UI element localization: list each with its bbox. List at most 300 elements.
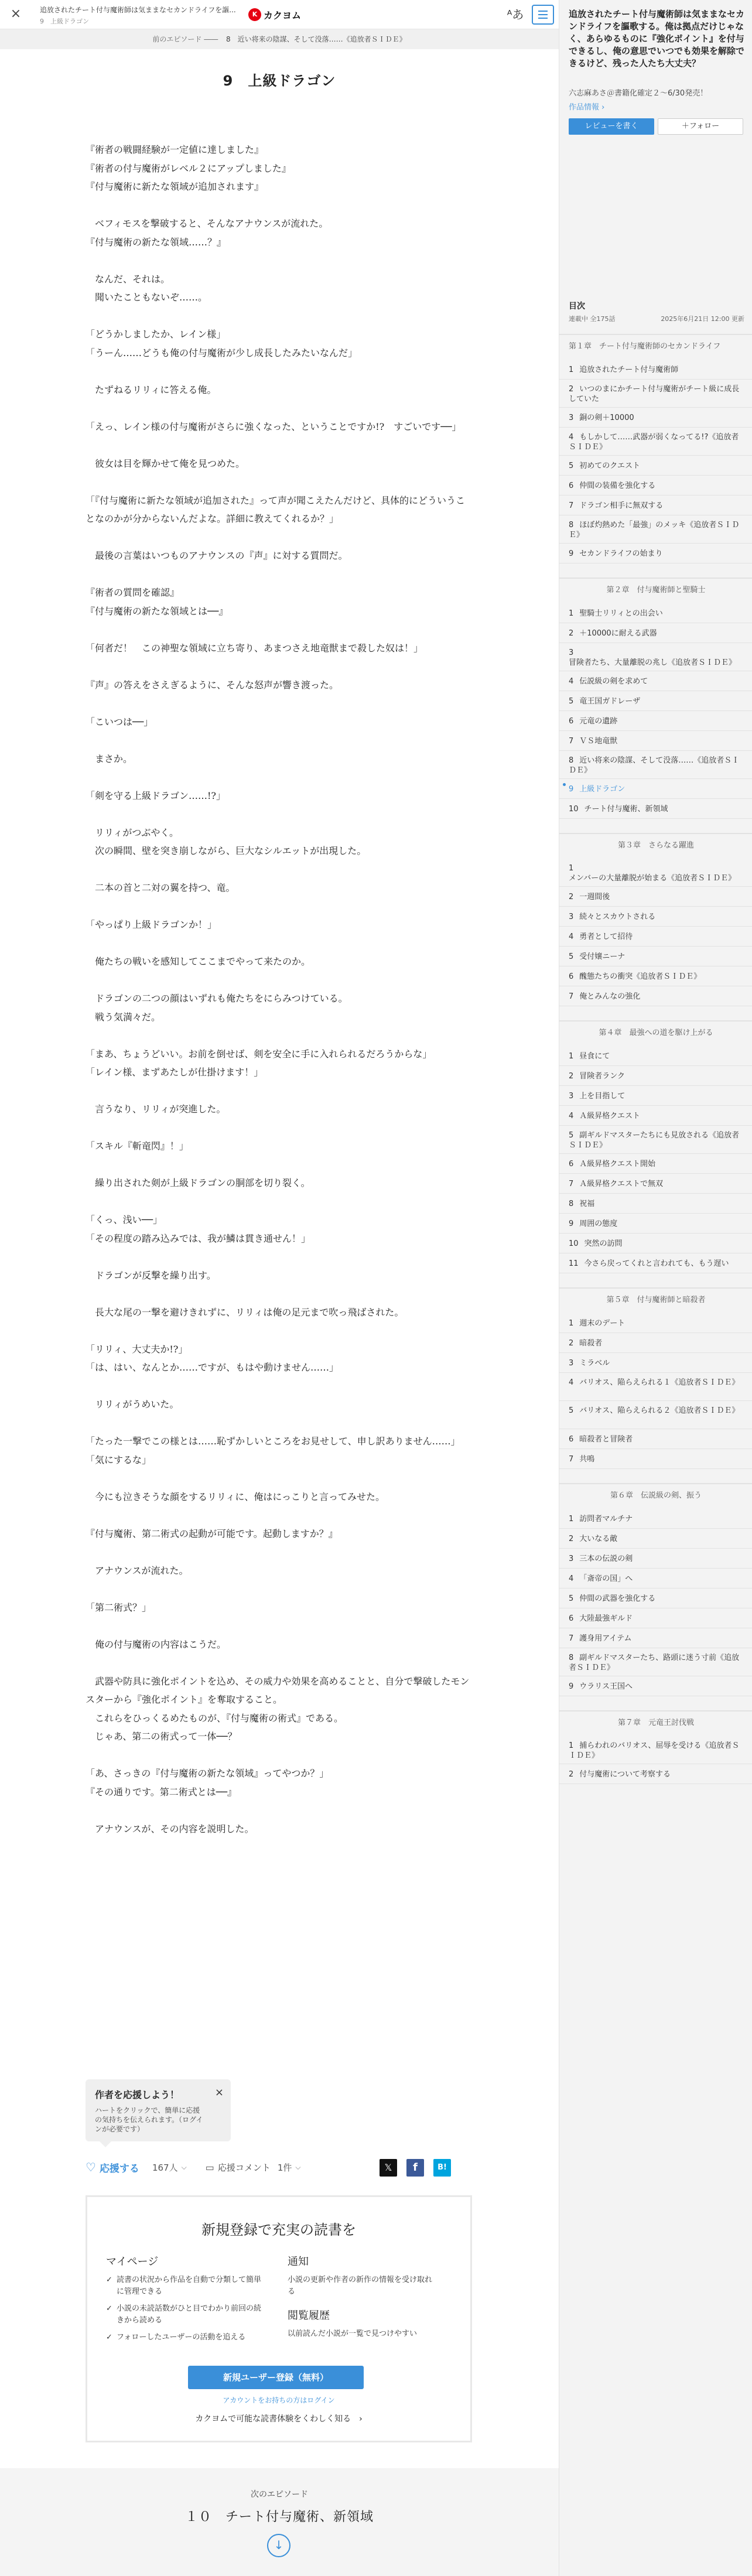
toc-episode-title: 勇者として招待 — [579, 932, 633, 941]
toc-episode-title: Ａ級昇格クエスト — [579, 1112, 641, 1120]
body-paragraph: これらをひっくるめたものが、『付与魔術の術式』である。 — [86, 1712, 344, 1724]
toc-episode-number: 3 — [569, 1359, 574, 1368]
toc-episode-item[interactable] — [559, 1066, 752, 1086]
toc-episode-number: 10 — [569, 1239, 579, 1248]
toc-episode-title: ＶＳ地竜獣 — [579, 737, 618, 746]
sidebar-author[interactable]: 六志麻あさ＠書籍化確定２〜6/30発売！ — [569, 89, 708, 98]
toc-episode-number: 4 — [569, 677, 574, 686]
toc-episode-number: 2 — [569, 1072, 574, 1081]
toc-episode-title: 共鳴 — [579, 1455, 595, 1464]
toc-episode-number: 9 — [569, 549, 574, 558]
toc-episode-title: 仲間の武器を強化する — [579, 1594, 656, 1603]
mypage-title: マイページ — [106, 2256, 159, 2268]
body-paragraph — [86, 1193, 472, 1211]
body-paragraph: 『術者の付与魔術がレベル２にアップしました』 — [86, 162, 291, 174]
body-paragraph: 「スキル『斬竜閃』！」 — [86, 1140, 189, 1152]
body-paragraph: 戦う気満々だ。 — [86, 1011, 161, 1023]
body-paragraph: 武器や防具に強化ポイントを込め、その威力や効果を高めることと、自分で撃破したモンスターから『強化ポイント』を奪取すること。 — [86, 1675, 470, 1705]
body-paragraph: 『付与魔術、第二術式の起動が可能です。起動しますか？』 — [86, 1528, 338, 1539]
mypage-feature: ✓ 読書の状況から作品を自動で分類して簡単に管理できる — [106, 2274, 264, 2298]
header-episode-title: 9 上級ドラゴン — [40, 18, 89, 25]
top-header — [0, 0, 559, 29]
toc-episode-number: 4 — [569, 932, 574, 941]
body-paragraph: 「えっ、レイン様の付与魔術がさらに強くなった、ということですか!? すごいです──」 — [86, 421, 462, 432]
body-paragraph: 「こいつは──」 — [86, 716, 153, 727]
write-review-button[interactable]: レビューを書く — [569, 118, 654, 135]
toc-meta — [569, 314, 744, 323]
body-paragraph — [86, 805, 472, 824]
toc-episode-item[interactable] — [559, 907, 752, 927]
body-paragraph: 「たった一撃でこの様とは……恥ずかしいところをお見せして、申し訳ありません……」 — [86, 1436, 460, 1447]
body-paragraph: 「レイン様、まずあたしが仕掛けます！」 — [86, 1067, 264, 1078]
toc-episode-number: 4 — [569, 1574, 574, 1583]
toc-episode-item[interactable] — [559, 1086, 752, 1106]
body-paragraph: 「『付与魔術に新たな領域が追加された』って声が聞こえたんだけど、具体的にどういうことなのかが分からないんだよな。詳細に教えてくれるか？」 — [86, 494, 466, 524]
body-paragraph: 『その通りです。第二術式とは──』 — [86, 1786, 237, 1798]
body-paragraph: リリィがうめいた。 — [86, 1399, 179, 1410]
toc-episode-number: 2 — [569, 893, 574, 901]
notify-title: 通知 — [288, 2256, 309, 2268]
body-paragraph: 『術者の戦闘経験が一定値に達しました』 — [86, 144, 264, 155]
toc-chapter-heading[interactable]: 第４章 最強への道を駆け上がる — [559, 1020, 752, 1046]
toc-episode-title: 冒険者たち、大量離脱の兆し《追放者ＳＩＤＥ》 — [569, 658, 737, 667]
x-share-icon[interactable]: 𝕏 — [380, 2159, 397, 2177]
toc-episode-item[interactable] — [559, 731, 752, 751]
episode-nav-bar — [0, 29, 559, 49]
toc-status: 連載中 全175話 — [569, 315, 616, 323]
toc-episode-item[interactable] — [559, 711, 752, 731]
toc-episode-number: 3 — [569, 648, 574, 657]
body-paragraph — [86, 1119, 472, 1137]
logo-text: カクヨム — [264, 9, 302, 21]
support-button[interactable]: 応援する — [99, 2162, 139, 2175]
facebook-share-icon[interactable]: f — [406, 2159, 424, 2177]
toc-episode-item[interactable] — [559, 1588, 752, 1608]
toc-episode-number: 1 — [569, 1052, 574, 1061]
toc-episode-item[interactable] — [559, 1676, 752, 1696]
toc-episode-title: セカンドライフの始まり — [579, 549, 663, 558]
toc-episode-title: Ａ級昇格クエスト開始 — [579, 1160, 656, 1169]
toc-sidebar — [559, 0, 752, 2576]
login-link[interactable]: アカウントをお持ちの方はログイン — [223, 2396, 335, 2404]
toc-episode-item[interactable] — [559, 1194, 752, 1214]
toc-episode-item[interactable] — [559, 1106, 752, 1126]
toc-episode-number: 1 — [569, 365, 574, 374]
body-paragraph: 『付与魔術の新たな領域……？』 — [86, 236, 227, 248]
mypage-column — [106, 2253, 264, 2349]
body-paragraph — [86, 196, 472, 215]
body-paragraph: なんだ、それは。 — [86, 273, 170, 285]
body-paragraph — [86, 565, 472, 584]
toc-episode-number: 2 — [569, 1339, 574, 1348]
toc-episode-item[interactable] — [559, 360, 752, 380]
support-row — [86, 2155, 472, 2179]
toc-episode-title: いつのまにかチート付与魔術がチート級に成長していた — [569, 385, 740, 404]
body-paragraph: まさか。 — [86, 753, 133, 764]
toc-episode-number: 6 — [569, 481, 574, 490]
toc-episode-title: 暗殺者 — [579, 1339, 603, 1348]
toc-episode-title: バリオス、陥らえられる１《追放者ＳＩＤＥ》 — [579, 1378, 740, 1387]
toc-episode-number: 7 — [569, 992, 574, 1001]
toc-episode-title: メンバーの大量離脱が始まる《追放者ＳＩＤＥ》 — [569, 874, 736, 883]
toc-episode-title: 続々とスカウトされる — [579, 913, 656, 921]
toc-menu-icon[interactable] — [532, 5, 554, 25]
toc-episode-number: 6 — [569, 717, 574, 726]
toc-chapter-heading[interactable]: 第７章 元竜王討伐戦 — [559, 1710, 752, 1736]
body-paragraph — [86, 1617, 472, 1635]
sidebar-work-title[interactable]: 追放されたチート付与魔術師は気ままなセカンドライフを謳歌する。俺は拠点だけじゃなく、あらゆるものに『強化ポイント』を付与できるし、俺の意思でいつでも効果を解除できるけど、残った人たち大丈夫？ — [569, 9, 745, 69]
toc-episode-number: 6 — [569, 972, 574, 981]
toc-episode-item[interactable] — [559, 966, 752, 986]
body-paragraph: ドラゴンの二つの顔はいずれも俺たちをにらみつけている。 — [86, 993, 348, 1004]
toc-episode-title: もしかして……武器が弱くなってる!?《追放者ＳＩＤＥ》 — [569, 433, 739, 452]
toc-episode-number: 7 — [569, 1455, 574, 1464]
kakuyomu-logo[interactable] — [248, 7, 301, 22]
body-paragraph: 「あ、さっきの『付与魔術の新たな領域』ってやつか？」 — [86, 1768, 329, 1779]
body-paragraph: ベフィモスを撃破すると、そんなアナウンスが流れた。 — [86, 218, 329, 229]
toc-episode-number: 9 — [569, 785, 574, 794]
toc-episode-number: 2 — [569, 385, 574, 394]
next-episode-title[interactable]: １０ チート付与魔術、新領域 — [184, 2510, 374, 2524]
comment-count[interactable]: 1件 — [277, 2162, 292, 2173]
toc-episode-item[interactable] — [559, 1401, 752, 1429]
toc-episode-number: 9 — [569, 1682, 574, 1691]
toc-episode-number: 10 — [569, 805, 579, 814]
toc-episode-title: ほぼ灼熱めた「最強」のメッキ《追放者ＳＩＤＥ》 — [569, 521, 740, 539]
toc-episode-title: ドラゴン相手に無双する — [579, 501, 664, 510]
toc-episode-item[interactable] — [559, 1549, 752, 1569]
arrow-down-icon[interactable]: ↓ — [267, 2534, 290, 2557]
toc-episode-title: 追放されたチート付与魔術師 — [579, 365, 679, 374]
toc-episode-title: 受付嬢ニーナ — [579, 952, 625, 961]
toc-episode-title: ミラベル — [579, 1359, 610, 1368]
toc-episode-number: 8 — [569, 1200, 574, 1208]
toc-episode-number: 5 — [569, 1406, 574, 1415]
chevron-down-icon[interactable]: ⌵ — [181, 2162, 187, 2171]
toc-episode-number: 3 — [569, 913, 574, 921]
toc-episode-item[interactable] — [559, 671, 752, 691]
body-paragraph: リリィがつぶやく。 — [86, 826, 179, 838]
body-paragraph — [86, 1026, 472, 1045]
body-paragraph: 『付与魔術に新たな領域が追加されます』 — [86, 181, 264, 192]
toc-episode-title: 大陸最強ギルド — [579, 1614, 633, 1623]
body-paragraph: 「やっぱり上級ドラゴンか！」 — [86, 919, 217, 930]
body-paragraph: 長大な尾の一撃を避けきれずに、リリィは俺の足元まで吹っ飛ばされた。 — [86, 1306, 404, 1318]
toc-episode-item[interactable] — [559, 1509, 752, 1529]
toc-episode-number: 1 — [569, 1319, 574, 1328]
support-popup-title: 作者を応援しよう！ — [95, 2089, 180, 2100]
body-paragraph: 彼女は目を輝かせて俺を見つめた。 — [86, 457, 245, 469]
toc-episode-number: 7 — [569, 501, 574, 510]
logo-mark-icon: K — [248, 8, 261, 21]
toc-episode-title: 伝説級の剣を求めて — [579, 677, 648, 686]
toc-chapter-heading[interactable]: 第６章 伝説級の剣、振う — [559, 1483, 752, 1509]
toc-episode-title: 大いなる敵 — [579, 1535, 618, 1543]
body-paragraph — [86, 1248, 472, 1266]
body-paragraph — [86, 399, 472, 418]
comment-icon[interactable]: ▭ — [205, 2161, 214, 2173]
toc-episode-item[interactable] — [559, 428, 752, 456]
register-title: 新規登録で充実の読書を — [201, 2222, 356, 2238]
toc-episode-item[interactable] — [559, 1353, 752, 1373]
toc-episode-item[interactable] — [559, 779, 752, 799]
toc-chapter-heading[interactable]: 第１章 チート付与魔術師のセカンドライフ — [559, 334, 752, 360]
history-column — [288, 2307, 446, 2340]
toc-episode-item[interactable] — [559, 496, 752, 515]
body-paragraph — [86, 897, 472, 916]
toc-episode-title: 上を目指して — [579, 1092, 625, 1101]
register-promo — [86, 2195, 472, 2442]
toc-episode-item[interactable] — [559, 1764, 752, 1784]
support-count[interactable]: 167人 — [152, 2162, 178, 2173]
toc-episode-title: 「斎帝の国」へ — [579, 1574, 633, 1583]
body-paragraph — [86, 768, 472, 787]
body-paragraph: 「まあ、ちょうどいい。お前を倒せば、剣を安全に手に入れられるだろうからな」 — [86, 1048, 432, 1060]
ep-nav-separator: ―― — [204, 35, 218, 43]
toc-episode-item[interactable] — [559, 799, 752, 819]
toc-episode-item[interactable] — [559, 1449, 752, 1469]
body-paragraph: 今にも泣きそうな顔をするリリィに、俺はにっこりと言ってみせた。 — [86, 1491, 385, 1502]
next-episode-area[interactable] — [0, 2468, 559, 2576]
toc-episode-title: 副ギルドマスターたちにも見放される《追放者ＳＩＤＥ》 — [569, 1131, 740, 1150]
body-paragraph: アナウンスが、その内容を説明した。 — [86, 1823, 254, 1834]
toc-episode-item[interactable] — [559, 1234, 752, 1253]
body-paragraph: アナウンスが流れた。 — [86, 1564, 189, 1576]
toc-episode-title: 訪問者マルチナ — [579, 1515, 633, 1523]
body-paragraph — [86, 1321, 472, 1340]
toc-episode-item[interactable] — [559, 643, 752, 671]
follow-button[interactable]: ＋フォロー — [658, 118, 743, 135]
toc-episode-item[interactable] — [559, 986, 752, 1006]
body-paragraph: 「くっ、浅い──」 — [86, 1214, 162, 1225]
toc-episode-number: 3 — [569, 414, 574, 422]
toc-episode-number: 8 — [569, 756, 574, 765]
learn-more-link[interactable]: カクヨムで可能な読書体験をくわしく知る › — [195, 2414, 363, 2424]
toc-episode-item[interactable] — [559, 456, 752, 476]
header-work-title[interactable]: 追放されたチート付与魔術師は気ままなセカンドライフを謳... — [40, 6, 236, 14]
toc-episode-number: 1 — [569, 609, 574, 618]
toc-episode-item[interactable] — [559, 515, 752, 544]
body-paragraph: 「その程度の踏み込みでは、我が鱗は貫き通せん！」 — [86, 1232, 311, 1244]
toc-episode-title: 銅の剣＋10000 — [579, 414, 634, 422]
body-paragraph: 「どうかしましたか、レイン様」 — [86, 329, 226, 340]
body-paragraph — [86, 860, 472, 879]
toc-episode-number: 9 — [569, 1219, 574, 1228]
toc-episode-item[interactable] — [559, 476, 752, 496]
prev-episode-link[interactable]: 前のエピソード — [152, 35, 202, 43]
toc-episode-item[interactable] — [559, 1429, 752, 1449]
notify-column — [288, 2253, 446, 2298]
toc-episode-item[interactable] — [559, 947, 752, 966]
toc-chapter-heading[interactable]: 第５章 付与魔術師と暗殺者 — [559, 1287, 752, 1313]
toc-label: 目次 — [569, 302, 585, 311]
close-icon[interactable]: × — [10, 6, 22, 21]
toc-episode-item[interactable] — [559, 887, 752, 907]
body-paragraph: 『付与魔術の新たな領域とは──』 — [86, 605, 228, 617]
toc-episode-item[interactable] — [559, 380, 752, 408]
toc-episode-number: 5 — [569, 1594, 574, 1603]
toc-episode-item[interactable] — [559, 927, 752, 947]
body-paragraph — [86, 934, 472, 953]
toc-episode-number: 1 — [569, 864, 574, 873]
toc-episode-title: ウラリス王国へ — [579, 1682, 633, 1691]
body-paragraph: 「うーん……どうも俺の付与魔術が少し成長したみたいなんだ」 — [86, 347, 358, 358]
body-paragraph: 最後の言葉はいつものアナウンスの『声』に対する質問だ。 — [86, 550, 348, 561]
toc-episode-number: 7 — [569, 737, 574, 746]
toc-episode-number: 4 — [569, 1378, 574, 1387]
body-paragraph: 「第二術式？」 — [86, 1601, 152, 1613]
episode-body — [86, 141, 472, 1838]
toc-episode-item[interactable] — [559, 1628, 752, 1648]
body-paragraph: 『声』の答えをさえぎるように、そんな怒声が響き渡った。 — [86, 679, 339, 691]
toc-episode-item[interactable] — [559, 751, 752, 779]
toc-episode-item[interactable] — [559, 1648, 752, 1676]
toc-episode-number: 7 — [569, 1634, 574, 1643]
body-paragraph: 二本の首と二対の翼を持つ、竜。 — [86, 882, 235, 893]
body-paragraph — [86, 307, 472, 326]
register-button[interactable]: 新規ユーザー登録（無料） — [188, 2366, 364, 2389]
toc-episode-title: ＋10000に耐える武器 — [579, 629, 657, 638]
body-paragraph — [86, 731, 472, 750]
toc-episode-item[interactable] — [559, 1569, 752, 1588]
font-size-icon[interactable]: ᴬあ — [507, 8, 524, 22]
support-popup-text: ハートをクリックで、簡単に応援の気持ちを伝えられます。（ログインが必要です） — [95, 2106, 203, 2133]
toc-episode-title: 近い将来の陰謀、そして没落……《追放者ＳＩＤＥ》 — [569, 756, 740, 775]
body-paragraph: 「は、はい、なんとか……ですが、もはや動けません……」 — [86, 1362, 339, 1373]
history-title: 閲覧履歴 — [288, 2309, 330, 2322]
episode-title: 9 上級ドラゴン — [223, 73, 336, 89]
body-paragraph — [86, 657, 472, 676]
toc-episode-item[interactable] — [559, 1126, 752, 1154]
toc-episode-item[interactable] — [559, 408, 752, 428]
body-paragraph — [86, 1284, 472, 1303]
toc-episode-item[interactable] — [559, 1214, 752, 1234]
toc-episode-number: 11 — [569, 1259, 579, 1268]
toc-episode-item[interactable] — [559, 691, 752, 711]
toc-episode-title: 一週間後 — [579, 893, 610, 901]
toc-episode-item[interactable] — [559, 1736, 752, 1764]
heart-icon[interactable]: ♡ — [86, 2160, 96, 2174]
toc-episode-item[interactable] — [559, 1154, 752, 1174]
body-paragraph — [86, 1543, 472, 1562]
toc-episode-title: 捕らわれのバリオス、屈辱を受ける《追放者ＳＩＤＥ》 — [569, 1741, 740, 1760]
body-paragraph: 「リリィ、大丈夫か!?」 — [86, 1343, 188, 1355]
toc-episode-title: 仲間の装備を強化する — [579, 481, 656, 490]
toc-episode-title: 醜態たちの衝突《追放者ＳＩＤＥ》 — [579, 972, 702, 981]
toc-chapter-heading[interactable]: 第３章 さらなる躍進 — [559, 833, 752, 859]
toc-episode-title: 昼食にて — [579, 1052, 610, 1061]
toc-episode-title: 突然の訪問 — [584, 1239, 623, 1248]
toc-episode-number: 4 — [569, 433, 574, 442]
prev-episode-title[interactable]: 8 近い将来の陰謀、そして没落……《追放者ＳＩＤＥ》 — [226, 35, 406, 43]
toc-episode-number: 1 — [569, 1515, 574, 1523]
toc-episode-title: 今さら戻ってくれと言われても、もう遅い — [584, 1259, 729, 1268]
toc-episode-number: 2 — [569, 1770, 574, 1779]
body-paragraph: 聞いたこともないぞ……。 — [86, 292, 208, 303]
toc-updated: 2025年6月21日 12:00 更新 — [661, 315, 744, 323]
toc-episode-number: 5 — [569, 462, 574, 470]
toc-episode-item[interactable] — [559, 1608, 752, 1628]
body-paragraph: 『術者の質問を確認』 — [86, 587, 180, 598]
mypage-feature: ✓ 小説の未読話数がひと目でわかり前回の続きから読める — [106, 2303, 264, 2326]
body-paragraph — [86, 620, 472, 639]
work-info-link[interactable]: 作品情報 › — [569, 103, 605, 112]
body-paragraph: 俺の付与魔術の内容はこうだ。 — [86, 1638, 227, 1650]
toc-episode-item[interactable] — [559, 1529, 752, 1549]
body-paragraph — [86, 1746, 472, 1765]
body-paragraph: たずねるリリィに答える俺。 — [86, 384, 217, 395]
toc-episode-title: 祝福 — [579, 1200, 595, 1208]
toc-episode-item[interactable] — [559, 1333, 752, 1353]
toc-episode-title: バリオス、陥らえられる２《追放者ＳＩＤＥ》 — [579, 1406, 740, 1415]
toc-episode-item[interactable] — [559, 1046, 752, 1066]
body-paragraph: 言うなり、リリィが突進した。 — [86, 1103, 226, 1115]
toc-episode-number: 6 — [569, 1160, 574, 1169]
toc-episode-title: 付与魔術について考察する — [579, 1770, 671, 1779]
hatena-bookmark-icon[interactable]: B! — [433, 2159, 451, 2177]
chevron-down-icon[interactable]: ⌵ — [295, 2162, 301, 2171]
toc-episode-title: 三本の伝説の剣 — [579, 1555, 633, 1563]
toc-episode-title: 護身用アイテム — [579, 1634, 632, 1643]
body-paragraph: 「剣を守る上級ドラゴン……!?」 — [86, 790, 226, 801]
toc-episode-title: 冒険者ランク — [579, 1072, 625, 1081]
toc-episode-number: 8 — [569, 521, 574, 529]
body-paragraph: じゃあ、第二の術式って一体──？ — [86, 1731, 237, 1742]
toc-episode-number: 8 — [569, 1653, 574, 1662]
toc-episode-item[interactable] — [559, 623, 752, 643]
toc-episode-number: 5 — [569, 1131, 574, 1140]
toc-episode-title: 周囲の態度 — [579, 1219, 618, 1228]
next-episode-label: 次のエピソード — [251, 2490, 308, 2499]
mypage-feature: ✓ フォローしたユーザーの活動を追える — [106, 2332, 264, 2343]
toc-episode-item[interactable] — [559, 544, 752, 563]
toc-episode-item[interactable] — [559, 1174, 752, 1194]
body-paragraph — [86, 1469, 472, 1488]
toc-episode-item[interactable] — [559, 1253, 752, 1273]
body-paragraph: 次の瞬間、壁を突き崩しながら、巨大なシルエットが出現した。 — [86, 845, 367, 856]
body-paragraph — [86, 436, 472, 455]
body-paragraph — [86, 473, 472, 491]
toc-episode-title: 元竜の遺跡 — [579, 717, 618, 726]
body-paragraph: 俺たちの戦いを感知してここまでやって来たのか。 — [86, 956, 311, 967]
support-popup — [86, 2079, 231, 2141]
body-paragraph — [86, 1414, 472, 1433]
toc-episode-item[interactable] — [559, 603, 752, 623]
toc-episode-item[interactable] — [559, 859, 752, 887]
toc-episode-number: 5 — [569, 952, 574, 961]
toc-episode-number: 2 — [569, 1535, 574, 1543]
close-icon[interactable]: × — [214, 2086, 224, 2099]
body-paragraph — [86, 1156, 472, 1174]
toc-episode-item[interactable] — [559, 1313, 752, 1333]
toc-episode-number: 1 — [569, 1741, 574, 1750]
body-paragraph — [86, 1506, 472, 1525]
toc-episode-title: 上級ドラゴン — [579, 785, 625, 794]
support-comment-button[interactable]: 応援コメント — [217, 2162, 271, 2173]
body-paragraph: 「気にするな」 — [86, 1454, 152, 1465]
toc-episode-number: 5 — [569, 697, 574, 706]
toc-episode-title: 暗殺者と冒険者 — [579, 1435, 633, 1444]
toc-episode-number: 3 — [569, 1092, 574, 1101]
toc-episode-title: 聖騎士リリィとの出会い — [579, 609, 663, 618]
toc-episode-number: 6 — [569, 1435, 574, 1444]
body-paragraph — [86, 528, 472, 547]
body-paragraph — [86, 971, 472, 990]
toc-episode-item[interactable] — [559, 1373, 752, 1401]
body-paragraph — [86, 1653, 472, 1672]
toc-chapter-heading[interactable]: 第２章 付与魔術師と聖騎士 — [559, 578, 752, 603]
body-paragraph — [86, 251, 472, 270]
